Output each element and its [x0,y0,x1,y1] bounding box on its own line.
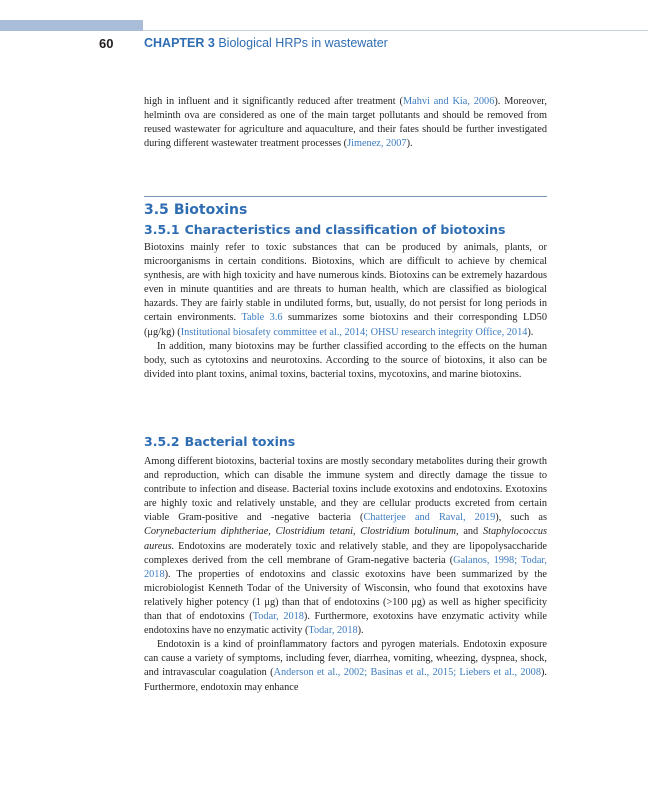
paragraph [144,241,547,340]
subsection-heading-1 [144,222,506,237]
chapter-title: Biological HRPs in wastewater [218,36,388,50]
citation-link[interactable]: Anderson et al., 2002; Basinas et al., 2015; Liebers et al., 2008 [273,667,541,679]
chapter-label: CHAPTER 3 [144,36,215,50]
text-run: Among different biotoxins, bacterial toxins are mostly secondary metabolites during their growth and reproduction, which can disable the immune system and directly damage the tissue to contribute to infection and disease. Bacterial toxins include exotoxins and endotoxins. Exotoxins are highly toxic and relatively unstable, and they are cellular products excreted from certain viable Gram-positive and -negative bacteria ( [144,456,547,524]
table-reference-link[interactable]: Table 3.6 [241,312,283,324]
citation-link[interactable]: Jimenez, 2007 [347,138,407,150]
subsection-1-body [144,241,547,382]
citation-link[interactable]: Chatterjee and Raval, 2019 [363,512,496,524]
text-run: Biotoxins mainly refer to toxic substances that can be produced by animals, plants, or microorganisms in certain conditions. Biotoxins, which are difficult to achieve by chemical synthesis, are with high toxicity and have numerous kinds. Biotoxins can be extremely hazardous even in minute quantities and are threats to human health, which are classified as biological hazards. They are fairly stable in undiluted forms, but, usually, do not persist for long periods in certain environments. [144,242,547,324]
running-header [0,36,648,54]
subsection-title: Characteristics and classification of biotoxins [184,222,506,237]
citation-link[interactable]: Galanos, 1998; Todar, 2018 [144,554,548,580]
text-run: high in influent and it significantly reduced after treatment ( [144,96,403,107]
text-run: ). The properties of endotoxins and classic exotoxins have been summarized by the microbiologist Kenneth Todar of the University of Wisconsin, who found that exotoxins have relatively higher potency (1 μg) than that of endotoxins (>100 μg) as well as higher specificity than that of endotoxins ( [144,568,547,623]
text-run: Endotoxins are moderately toxic and relatively stable, and they are lipopolysaccharide complexes derived from the cell membrane of Gram-negative bacteria ( [144,540,547,566]
section-title: Biotoxins [173,202,248,218]
text-run: ). [527,326,534,338]
paragraph [144,455,547,638]
text-run: ). Furthermore, endotoxin may enhance [144,667,547,693]
subsection-heading-2 [144,434,295,449]
intro-paragraph [144,95,547,151]
citation-link[interactable]: Todar, 2018 [252,611,304,623]
text-run: Endotoxin is a kind of proinflammatory factors and pyrogen materials. Endotoxin exposure can cause a variety of symptoms, including fever, diarrhea, vomiting, wheezing, dyspnea, shock, and intravascular coagulation ( [144,639,547,679]
subsection-number: 3.5.2 [144,434,180,449]
text-run: ). [406,138,413,150]
subsection-title: Bacterial toxins [184,434,296,449]
paragraph [144,638,547,694]
header-rule [143,30,648,31]
section-number: 3.5 [144,202,169,218]
text-run: ). [357,625,364,637]
text-run: and [458,526,483,538]
text-run: summarizes some biotoxins and their corresponding LD50 (μg/kg) ( [144,312,547,338]
subsection-number: 3.5.1 [144,222,180,237]
text-run: ). Furthermore, exotoxins have enzymatic activity while endotoxins have no enzymatic activity ( [144,611,548,637]
text-run: ), such as [495,512,547,524]
paragraph: In addition, many biotoxins may be further classified according to the effects on the human body, such as cytotoxins and neurotoxins. According to the source of biotoxins, it also can be divided into plant toxins, animal toxins, bacterial toxins, mycotoxins, and marine biotoxins. [144,340,547,380]
text-run: ). Moreover, helminth ova are considered as one of the main target pollutants and should be removed from reused wastewater for agriculture and aquaculture, and their fates should be further investigated during different wastewater treatment processes ( [144,96,547,150]
citation-link[interactable]: Institutional biosafety committee et al., 2014; OHSU research integrity Office, 2014 [180,326,528,338]
species-name: Staphylococcus aureus. [144,526,548,552]
citation-link[interactable]: Todar, 2018 [308,625,358,637]
intro-block [144,95,547,151]
page-number: 60 [99,36,114,51]
chapter-heading [144,36,388,50]
section-heading [144,202,247,218]
section-divider [144,196,547,197]
species-names: Corynebacterium diphtheriae, Clostridium tetani, Clostridium botulinum, [144,526,459,538]
subsection-2-body [144,455,547,695]
citation-link[interactable]: Mahvi and Kia, 2006 [402,96,495,107]
header-accent-bar [0,20,143,31]
